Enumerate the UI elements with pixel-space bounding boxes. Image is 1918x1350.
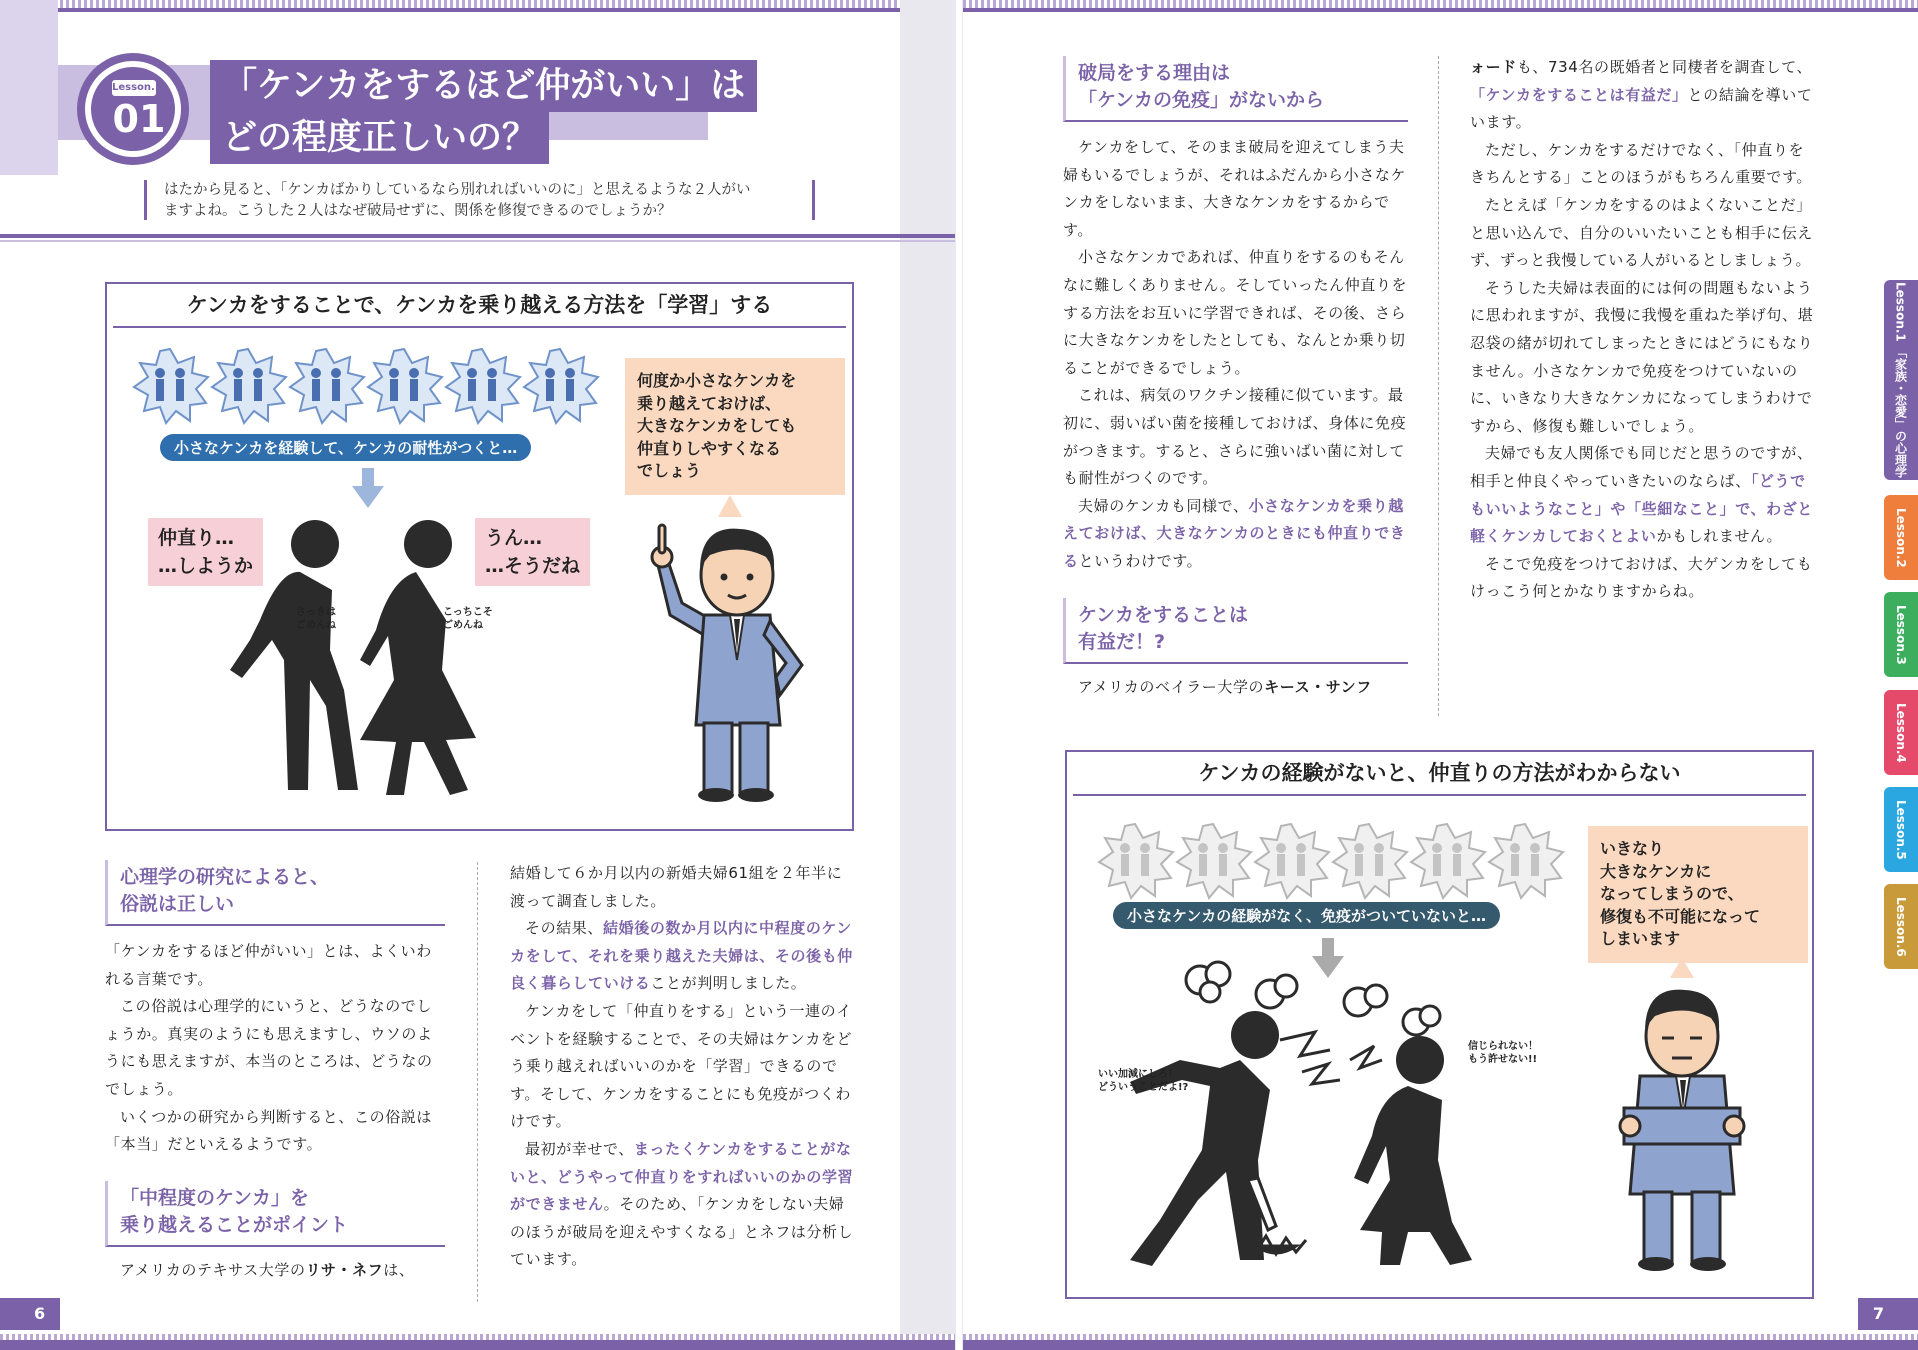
subhead-research-line1: 心理学の研究によると、 [120,866,330,888]
intro-bracket-left [144,180,147,220]
paragraph: この俗説は心理学的にいうと、どうなのでしょうか。真実のようにも思えますし、ウソのようにも思えますが、本当のところは、どうなのでしょう。 [105,997,433,1098]
page-number-tab-right [1858,1298,1918,1330]
top-bar-right [963,8,1918,12]
paragraph: たとえば「ケンカをするのはよくないことだ」と思い込んで、自分のいいたいことも相手に伝えず、ずっと我慢している人がいるとしましょう。 [1470,195,1813,270]
bottom-bar-right [963,1340,1918,1350]
right-col-1 [1063,56,1408,701]
expert-man-pointing-illustration [630,495,820,805]
paragraph: そこで免疫をつけておけば、大ゲンカをしてもけっこう何とかなりますからね。 [1470,554,1813,601]
subhead-breakup-line1: 破局をする理由は [1078,62,1231,84]
intro-text [164,180,814,222]
whisper-left-line1: さっきは [296,607,336,618]
speech-left-line3: 大きなケンカをしても [637,416,797,435]
text-run: 夫婦でも友人関係でも同じだと思うのですが、相手と仲良くやっていきたいのならば、 [1470,444,1813,490]
text-run: も、734名の既婚者と同棲者を調査して、 [1516,58,1813,76]
paragraph [510,915,855,998]
subhead-beneficial [1063,598,1408,664]
speech-right-line3: なってしまうので、 [1600,884,1744,903]
column-divider [1438,56,1440,716]
shout-left-line2: どういうことだよ!? [1098,1082,1189,1093]
tab-lesson-1-label: Lesson.1 「家族・恋愛」の心理学 [1893,282,1908,478]
no-fight-icons [1095,820,1565,900]
intro-bracket-right [812,180,815,220]
subhead-moderate-fight [105,1181,445,1247]
highlight-text: 「どうでもいいようなこと」や「些細なこと」で、わざと軽くケンカしておくとよい [1470,471,1813,546]
header-rule [0,234,955,238]
pill-no-immunity: 小さなケンカの経験がなく、免疫がついていないと… [1113,902,1500,929]
researcher-name: キース・サンフ [1264,677,1372,696]
lesson-badge: Lesson.1 [112,80,156,96]
shout-right-line2: もう許せない!! [1468,1054,1538,1065]
paragraph [510,1136,855,1274]
bubble-right-line1: うん… [485,527,543,549]
tab-lesson-3[interactable] [1884,592,1918,677]
tab-lesson-5-label: Lesson.5 [1894,799,1908,860]
pill-learning: 小さなケンカを経験して、ケンカの耐性がつくと… [160,434,531,461]
whisper-left-line2: ごめんね [296,620,336,631]
shout-right-line1: 信じられない！ [1468,1041,1538,1052]
subhead-breakup [1063,56,1408,122]
bubble-right-line2: …そうだね [485,555,581,577]
subhead-beneficial-line2: 有益だ！? [1078,630,1166,653]
paragraph: いくつかの研究から判断すると、この俗説は「本当」だといえるようです。 [105,1107,433,1154]
left-col-1 [105,860,445,1284]
tab-lesson-6-label: Lesson.6 [1894,896,1908,957]
intro-line-1: はたから見ると、「ケンカばかりしているなら別れればいいのに」と思えるような２人がい [164,182,751,198]
bubble-left-line1: 仲直り… [158,527,235,549]
speech-left-line1: 何度か小さなケンカを [637,371,797,390]
text-run: 最初が幸せで、 [525,1139,634,1158]
tab-lesson-4-label: Lesson.4 [1894,702,1908,763]
fighting-couple-illustration [1090,960,1510,1270]
highlight-text: 「ケンカをすることは有益だ」 [1470,85,1688,104]
researcher-name: ォード [1470,58,1517,76]
text-run: 。そのため、「ケンカをしない夫婦のほうが破局を迎えやすくなる」とネフは分析しています。 [510,1195,854,1269]
page-number-left: 6 [34,1304,46,1323]
whisper-right [443,606,493,632]
column-divider [477,862,479,1302]
speech-expert-left [625,358,845,495]
shout-left [1098,1068,1188,1094]
text-run: アメリカのベイラー大学の [1078,677,1265,696]
paragraph [1063,674,1408,702]
subhead-beneficial-line1: ケンカをすることは [1078,603,1249,626]
highlight-text: 小さなケンカを乗り越えておけば、大きなケンカのときにも仲直りできる [1063,496,1406,570]
paragraph: ケンカをして「仲直りをする」という一連のイベントを経験することで、その夫婦はケンカをどう乗り越えればいいのかを「学習」できるのです。そして、ケンカをすることにも免疫がつくわけです。 [510,1001,853,1131]
paragraph [1470,440,1815,550]
top-decor-right [963,0,1918,8]
whisper-left [296,606,336,632]
page-title-line2: どの程度正しいの？ [210,112,549,164]
subhead-research-line2: 俗説は正しい [120,893,235,915]
paragraph: ただし、ケンカをするだけでなく、「仲直りをきちんとする」ことのほうがもちろん重要です。 [1470,140,1813,187]
whisper-right-line1: こっちこそ [443,607,493,618]
paragraph: そうした夫婦は表面的には何の問題もないように思われますが、我慢に我慢を重ねた挙げ句、堪忍袋の緒が切れてしまったときにはどうにもなりません。小さなケンカで免疫をつけていないのに、いきなり大きなケンカになってしまうわけですから、修復も難しいでしょう。 [1470,278,1814,435]
paragraph [1470,54,1815,137]
paragraph [1063,493,1408,576]
paragraph: 小さなケンカであれば、仲直りをするのもそんなに難しくありません。そしていったん仲直りをする方法をお互いに学習できれば、その後、さらに大きなケンカをしたとしても、なんとか乗り切ることができるでしょう。 [1063,248,1408,377]
speech-left-line2: 乗り越えておけば、 [637,393,782,413]
page-number-tab-left [0,1298,60,1330]
paragraph: 結婚して６か月以内の新婚夫婦61組を２年半に渡って調査しました。 [510,864,843,910]
right-col-2 [1470,54,1815,606]
tab-lesson-1[interactable] [1884,280,1918,480]
subhead-research [105,860,445,926]
subhead-moderate-line2: 乗り越えることがポイント [120,1213,349,1236]
tab-lesson-3-label: Lesson.3 [1894,604,1908,665]
figure-title-right: ケンカの経験がないと、仲直りの方法がわからない [1073,752,1806,796]
speech-expert-right [1588,826,1808,963]
text-run: 夫婦のケンカも同様で、 [1078,496,1249,515]
expert-man-arms-crossed-illustration [1600,958,1770,1273]
tab-lesson-2[interactable] [1884,495,1918,580]
text-run: かもしれません。 [1656,527,1783,546]
bottom-bar-left [0,1340,955,1350]
subhead-moderate-line1: 「中程度のケンカ」を [120,1186,310,1209]
speech-right-line2: 大きなケンカに [1600,861,1712,881]
bubble-left-line2: …しようか [158,555,254,577]
text-run: その結果、 [525,919,604,938]
left-col-2 [510,860,855,1274]
apologizing-couple-illustration [210,510,510,805]
paragraph: 「ケンカをするほど仲がいい」とは、よくいわれる言葉です。 [105,942,432,988]
paragraph: ケンカをして、そのまま破局を迎えてしまう夫婦もいるでしょうが、それはふだんから小さなケンカをしないまま、大きなケンカをするからです。 [1063,138,1407,239]
text-run: というわけです。 [1078,551,1203,570]
whisper-right-line2: ごめんね [443,620,483,631]
text-run: は、 [383,1260,415,1279]
gutter [900,0,963,1350]
small-fight-icons [130,345,610,425]
spine [956,0,962,1350]
shout-left-line1: いい加減にしろ！ [1098,1069,1178,1080]
paragraph [105,1257,445,1285]
speech-right-line5: しまいます [1600,929,1681,948]
top-decor-left [0,0,955,8]
tab-lesson-6[interactable] [1884,884,1918,969]
speech-left-line4: 仲直りしやすくなる [637,438,782,458]
paragraph: これは、病気のワクチン接種に似ています。最初に、弱いばい菌を接種しておけば、身体に免疫がつきます。すると、さらに強いばい菌に対しても耐性がつくのです。 [1063,386,1407,488]
header-rule-light [0,240,955,242]
subhead-breakup-line2: 「ケンカの免疫」がないから [1078,89,1325,111]
tab-lesson-5[interactable] [1884,787,1918,872]
left-margin-band [0,0,58,175]
speech-right-line4: 修復も不可能になって [1600,906,1761,926]
top-bar-left [0,8,955,12]
figure-title-left: ケンカをすることで、ケンカを乗り越える方法を「学習」する [113,284,846,328]
researcher-name: リサ・ネフ [305,1260,384,1279]
tab-lesson-4[interactable] [1884,690,1918,775]
lesson-number: 01 [112,97,166,141]
down-arrow-icon [352,468,384,508]
speech-left-line5: でしょう [637,461,702,480]
text-run: アメリカのテキサス大学の [120,1260,306,1279]
text-run: との結論を導いています。 [1470,85,1813,132]
highlight-text: 結婚後の数か月以内に中程度のケンカをして、それを乗り越えた夫婦は、その後も仲良く暮らしていける [510,919,853,993]
page-title-line1: 「ケンカをするほど仲がいい」は [210,60,757,112]
page-number-right: 7 [1872,1304,1884,1323]
intro-line-2: ますよね。こうした２人はなぜ破局せずに、関係を修復できるのでしょうか？ [164,203,672,219]
tab-lesson-2-label: Lesson.2 [1894,507,1908,568]
shout-right [1468,1040,1538,1066]
highlight-text: まったくケンカをすることがないと、どうやって仲直りをすればいいのかの学習ができません [510,1139,854,1214]
speech-right-line1: いきなり [1600,839,1665,858]
text-run: ことが判明しました。 [650,974,807,993]
